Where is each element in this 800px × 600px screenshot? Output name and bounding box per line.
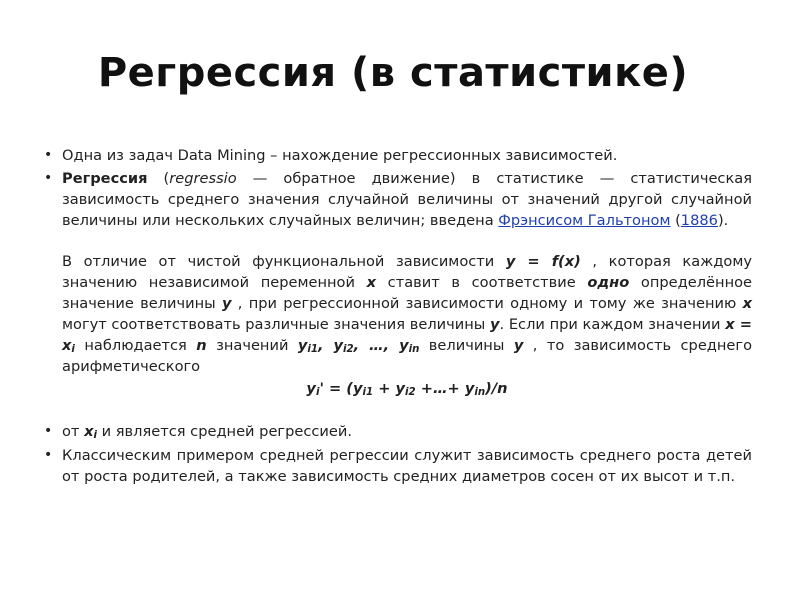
bullet-icon: • [44, 423, 53, 439]
text-fragment: и является средней регрессией. [97, 423, 352, 440]
text-fragment: . Если при каждом значении [499, 316, 726, 333]
slide-content [44, 145, 752, 487]
variable-x: x [366, 274, 377, 291]
term-regression: Регрессия [62, 170, 148, 187]
variable-y: y [513, 337, 524, 354]
list-item [44, 168, 752, 399]
year-link[interactable]: 1886 [680, 212, 718, 229]
bullet-text: Одна из задач Data Mining – нахождение регрессионных зависимостей. [62, 147, 618, 164]
explanation-paragraph [62, 251, 752, 377]
bullet-icon: • [44, 147, 53, 163]
function-expression: y = f(x) [505, 253, 581, 270]
list-item [44, 445, 752, 487]
bullet-icon: • [44, 447, 53, 463]
variable-n: n [196, 337, 207, 354]
text-fragment: наблюдается [74, 337, 197, 354]
galton-link[interactable]: Фрэнсисом Гальтоном [498, 212, 671, 229]
text-fragment: ). [717, 212, 729, 229]
equation-x-xi: $x = x_i$ [62, 316, 752, 355]
text-fragment: ( [147, 170, 170, 187]
text-fragment: , которая каждому значению независимой переменной [62, 253, 752, 291]
definition-text: — обратное движение) в статистике — статистическая зависимость среднего значения случайной величины от значений другой случайной величины или нескольких случайных величин; введена [62, 170, 752, 229]
latin-word: regressio [169, 170, 237, 187]
text-fragment: значений [206, 337, 298, 354]
text-fragment: определённое значение величины [62, 274, 753, 312]
text-fragment: ( [670, 212, 681, 229]
variable-y: y [490, 316, 500, 333]
text-fragment: от [62, 423, 85, 440]
variable-x: x [742, 295, 752, 312]
variable-y: y [221, 295, 232, 312]
variable-xi: $x_i$ [84, 423, 98, 441]
page-title: Регрессия (в статистике) [97, 50, 689, 96]
list-item [44, 421, 752, 442]
text-fragment: , то зависимость среднего арифметического [62, 337, 753, 375]
text-fragment: ставит в соответствие [376, 274, 588, 291]
bullet-icon: • [44, 170, 53, 186]
text-fragment: В отличие от чистой функциональной зависимости [62, 253, 506, 270]
bullet-text: Классическим примером средней регрессии служит зависимость среднего роста детей от роста родителей, а также зависимость средних диаметров сосен от их высот и т.п. [62, 447, 752, 485]
mean-formula: $y_i' = (y_{i1} + y_{i2}$ +…+ $y_{in})/n$ [306, 380, 508, 398]
text-fragment: могут соответствовать различные значения величины [62, 316, 490, 333]
text-fragment: величины [419, 337, 514, 354]
emphasis-one: одно [587, 274, 630, 291]
list-item [44, 145, 752, 166]
text-fragment: , при регрессионной зависимости одному и тому же значению [231, 295, 743, 312]
y-sequence: $y_{i1}$, $y_{i2}$, …, $y_{in}$ [297, 337, 420, 355]
